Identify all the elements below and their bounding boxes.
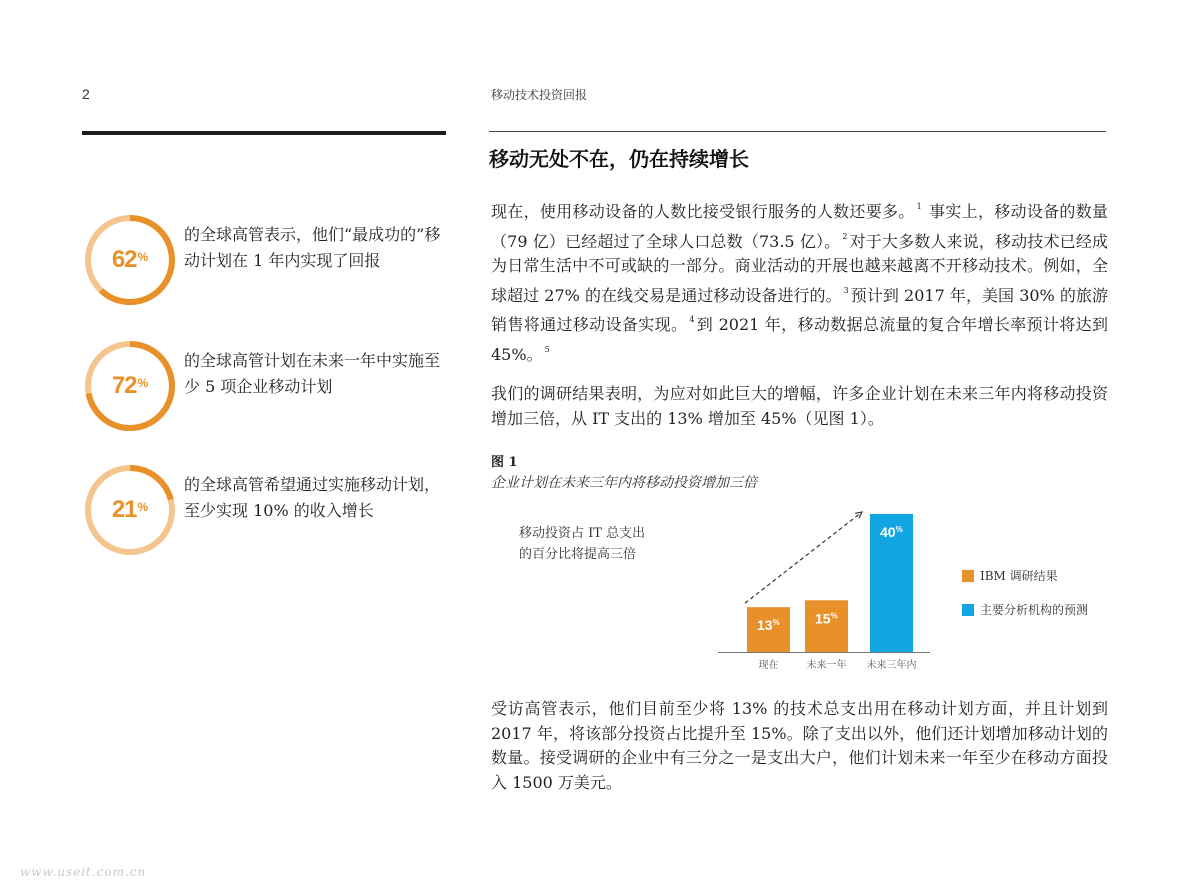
body-paragraph-2: 我们的调研结果表明，为应对如此巨大的增幅，许多企业计划在未来三年内将移动投资增加三倍，从 IT 支出的 13% 增加至 45%（见图 1）。 (491, 384, 1108, 428)
stat-description: 的全球高管表示，他们“最成功的”移动计划在 1 年内实现了回报 (184, 225, 441, 270)
footnote-ref: 1 (916, 202, 922, 211)
stat-description: 的全球高管计划在未来一年中实施至少 5 项企业移动计划 (184, 351, 441, 396)
legend-swatch (962, 570, 974, 582)
legend-item (962, 601, 1088, 618)
stat-number: 21 (111, 496, 137, 523)
body-paragraph-3: 受访高管表示，他们目前至少将 13% 的技术总支出用在移动计划方面，并且计划到 2017 年，将该部分投资占比提升至 15%。除了支出以外，他们还计划增加移动计划的数量。接受调研的企业中有三分之一是支出大户，他们计划未来一年至少在移动方面投入 1500 万美元。 (491, 699, 1108, 792)
legend-swatch (962, 604, 974, 616)
chart-annotation-line: 移动投资占 IT 总支出 (519, 526, 646, 541)
body-paragraph-1 (491, 195, 1108, 367)
legend-item (962, 567, 1058, 584)
left-divider (82, 131, 446, 135)
text-run: 对于大多数人来说，移动技术已经成为日常生活中不可或缺的一部分。商业活动的开展也越来越离不开移动技术。例如，全球超过 27% 的在线交易是通过移动设备进行的。 (491, 231, 1108, 305)
bar-value-label: 15% (815, 610, 838, 627)
watermark: www.useit.com.cn (20, 865, 147, 879)
stat-percent (82, 462, 178, 558)
tick-label: 未来三年内 (866, 660, 917, 671)
stat-number: 72 (111, 372, 137, 399)
stat-description: 的全球高管希望通过实施移动计划，至少实现 10% 的收入增长 (184, 475, 441, 520)
stat-block (82, 212, 446, 308)
bar-value-label: 13% (757, 617, 780, 634)
footnote-ref: 5 (544, 344, 550, 354)
stat-percent-symbol: % (137, 250, 149, 264)
figure-caption: 企业计划在未来三年内将移动投资增加三倍 (491, 475, 757, 491)
text-run: 到 2021 年，移动数据总流量的复合年增长率预计将达到 45%。 (491, 315, 1108, 364)
section-title: 移动无处不在，仍在持续增长 (489, 147, 749, 171)
bar-value-label: 40% (880, 524, 903, 540)
chart-annotation-line: 的百分比将提高三倍 (519, 547, 637, 562)
trend-arrow-line (745, 512, 862, 603)
stat-percent-symbol: % (137, 500, 149, 514)
footnote-ref: 4 (689, 315, 695, 324)
stat-percent (82, 212, 178, 308)
tick-label: 现在 (758, 660, 779, 671)
bar-chart (700, 500, 950, 680)
stat-percent-symbol: % (137, 376, 149, 390)
page-number: 2 (82, 86, 90, 102)
footnote-ref: 2 (842, 231, 848, 241)
running-head: 移动技术投资回报 (491, 88, 588, 102)
stat-block (82, 462, 446, 558)
text-run: 事实上，移动设备的数量（79 亿）已经超过了全球人口总数（73.5 亿）。 (491, 202, 1108, 251)
footnote-ref: 3 (843, 285, 849, 295)
right-divider (489, 131, 1106, 132)
legend-label: IBM 调研结果 (980, 569, 1058, 583)
chart-annotation (519, 523, 719, 565)
stat-percent (82, 338, 178, 434)
legend-label: 主要分析机构的预测 (980, 603, 1089, 617)
stat-block (82, 338, 446, 434)
stat-number: 62 (111, 246, 137, 273)
figure-label: 图 1 (491, 455, 518, 470)
tick-label: 未来一年 (806, 660, 847, 671)
text-run: 预计到 2017 年，美国 30% 的旅游销售将通过移动设备实现。 (491, 285, 1108, 334)
text-run: 现在，使用移动设备的人数比接受银行服务的人数还要多。 (491, 202, 915, 221)
